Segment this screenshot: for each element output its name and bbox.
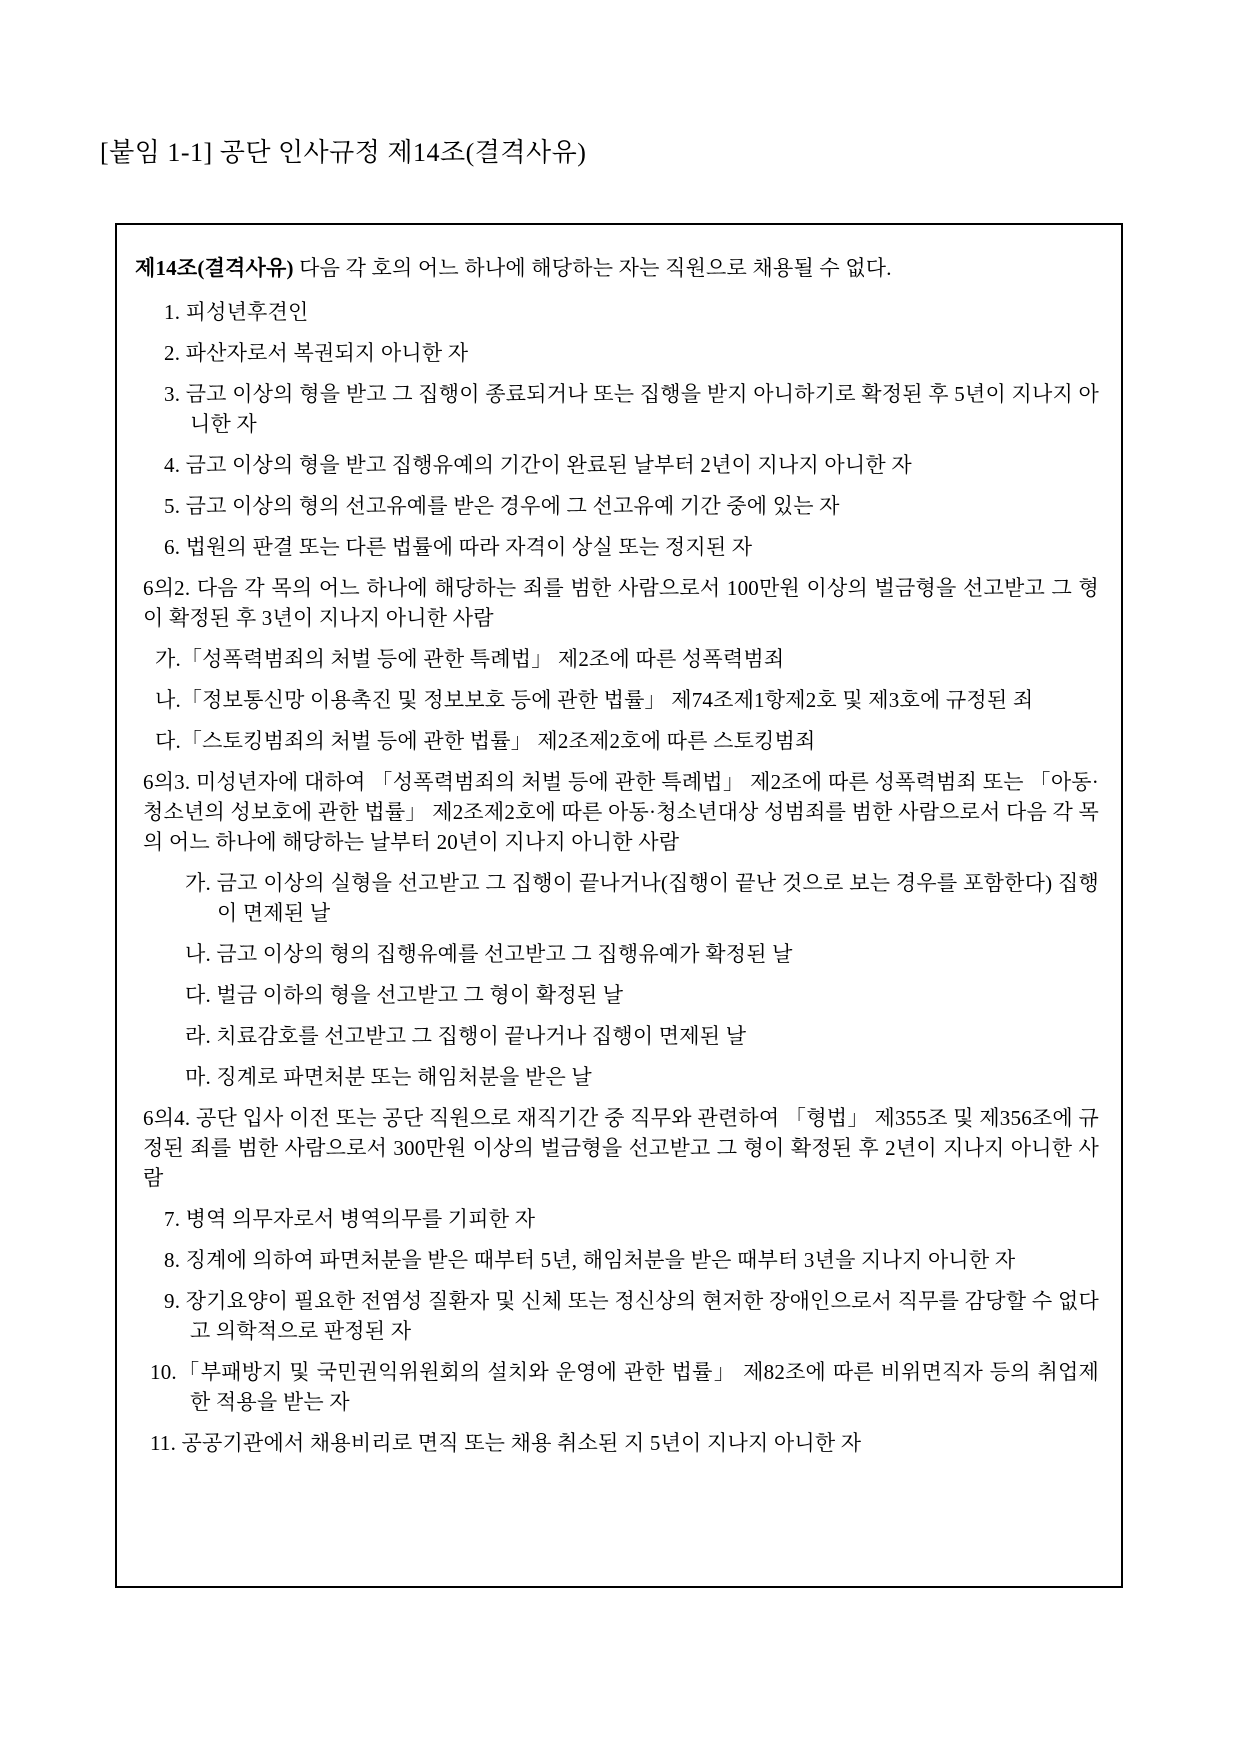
item-10: 10.「부패방지 및 국민권익위원회의 설치와 운영에 관한 법률」 제82조에 따른 비위면직자 등의 취업제한 적용을 받는 자 bbox=[150, 1360, 1099, 1414]
item-2: 2. 파산자로서 복권되지 아니한 자 bbox=[164, 341, 469, 365]
item-3: 3. 금고 이상의 형을 받고 그 집행이 종료되거나 또는 집행을 받지 아니하기로 확정된 후 5년이 지나지 아니한 자 bbox=[164, 382, 1099, 436]
item-7: 7. 병역 의무자로서 병역의무를 기피한 자 bbox=[164, 1207, 536, 1231]
item-6-3-ra: 라. 치료감호를 선고받고 그 집행이 끝나거나 집행이 면제된 날 bbox=[185, 1024, 747, 1048]
item-9: 9. 장기요양이 필요한 전염성 질환자 및 신체 또는 정신상의 현저한 장애인으로서 직무를 감당할 수 없다고 의학적으로 판정된 자 bbox=[164, 1289, 1099, 1343]
item-5: 5. 금고 이상의 형의 선고유예를 받은 경우에 그 선고유예 기간 중에 있는 자 bbox=[164, 494, 840, 518]
item-6-3-da: 다. 벌금 이하의 형을 선고받고 그 형이 확정된 날 bbox=[185, 983, 624, 1007]
page-title: [붙임 1-1] 공단 인사규정 제14조(결격사유) bbox=[100, 138, 587, 167]
item-6-2: 6의2. 다음 각 목의 어느 하나에 해당하는 죄를 범한 사람으로서 100만원 이상의 벌금형을 선고받고 그 형이 확정된 후 3년이 지나지 아니한 사람 bbox=[143, 576, 1099, 630]
item-6-3-ga: 가. 금고 이상의 실형을 선고받고 그 집행이 끝나거나(집행이 끝난 것으로 보는 경우를 포함한다) 집행이 면제된 날 bbox=[185, 871, 1099, 925]
article-heading bbox=[135, 253, 1099, 283]
item-6-3-ma: 마. 징계로 파면처분 또는 해임처분을 받은 날 bbox=[185, 1065, 592, 1089]
regulation-box bbox=[115, 223, 1123, 1588]
item-6-4: 6의4. 공단 입사 이전 또는 공단 직원으로 재직기간 중 직무와 관련하여 「형법」 제355조 및 제356조에 규정된 죄를 범한 사람으로서 300만원 이상의 벌금형을 선고받고 그 형이 확정된 후 2년이 지나지 아니한 사람 bbox=[143, 1106, 1099, 1190]
item-6: 6. 법원의 판결 또는 다른 법률에 따라 자격이 상실 또는 정지된 자 bbox=[164, 535, 753, 559]
item-6-2-na: 나.「정보통신망 이용촉진 및 정보보호 등에 관한 법률」 제74조제1항제2호 및 제3호에 규정된 죄 bbox=[155, 688, 1034, 712]
article-number: 제14조(결격사유) bbox=[135, 256, 294, 280]
item-6-2-ga: 가.「성폭력범죄의 처벌 등에 관한 특례법」 제2조에 따른 성폭력범죄 bbox=[155, 647, 785, 671]
item-4: 4. 금고 이상의 형을 받고 집행유예의 기간이 완료된 날부터 2년이 지나지 아니한 자 bbox=[164, 453, 912, 477]
item-6-3: 6의3. 미성년자에 대하여 「성폭력범죄의 처벌 등에 관한 특례법」 제2조에 따른 성폭력범죄 또는 「아동·청소년의 성보호에 관한 법률」 제2조제2호에 따른 아동·청소년대상 성범죄를 범한 사람으로서 다음 각 목의 어느 하나에 해당하는 날부터 20년이 지나지 아니한 사람 bbox=[143, 770, 1099, 854]
item-6-3-na: 나. 금고 이상의 형의 집행유예를 선고받고 그 집행유예가 확정된 날 bbox=[185, 942, 793, 966]
article-heading-text: 다음 각 호의 어느 하나에 해당하는 자는 직원으로 채용될 수 없다. bbox=[293, 256, 892, 280]
item-6-2-da: 다.「스토킹범죄의 처벌 등에 관한 법률」 제2조제2호에 따른 스토킹범죄 bbox=[155, 729, 816, 753]
item-8: 8. 징계에 의하여 파면처분을 받은 때부터 5년, 해임처분을 받은 때부터 3년을 지나지 아니한 자 bbox=[164, 1248, 1016, 1272]
item-11: 11. 공공기관에서 채용비리로 면직 또는 채용 취소된 지 5년이 지나지 아니한 자 bbox=[150, 1431, 862, 1455]
item-1: 1. 피성년후견인 bbox=[164, 300, 309, 324]
